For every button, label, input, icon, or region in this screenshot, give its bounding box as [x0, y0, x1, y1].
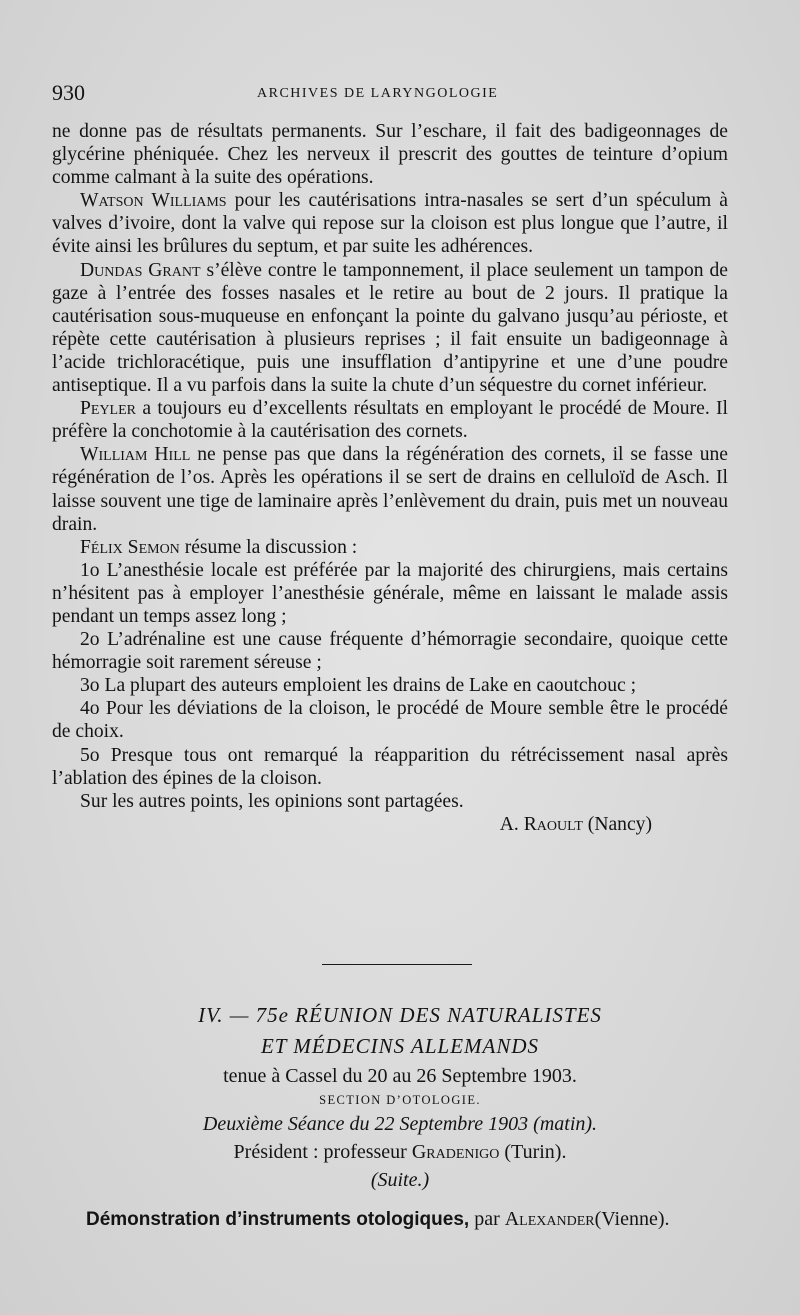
paragraph	[52, 259, 728, 398]
paragraph-text: ne pense pas que dans la régénération des cornets, il se fasse une régénération de l’os. Après les opérations il se sert de drains en celluloïd de Asch. Il laisse souvent une tige de laminaire après l’enlèvement du drain, puis met un nouveau drain.	[52, 444, 729, 535]
demonstration-place: (Vienne).	[594, 1208, 670, 1230]
signature	[52, 813, 728, 836]
page-header	[52, 80, 742, 110]
continued-note: (Suite.)	[370, 1169, 430, 1191]
demonstration-author: Alexander	[504, 1208, 595, 1230]
list-item: 2o L’adrénaline est une cause fréquente d’hémorragie secondaire, quoique cette hémorragie soit rarement séreuse ;	[52, 629, 728, 674]
paragraph-text: pour les cautérisations intra-nasales se sert d’un spéculum à valves d’ivoire, dont la valve qui repose sur la cloison est plus longue que l’autre, il évite ainsi les brûlures du septum, et par suite les adhérences.	[52, 190, 729, 258]
author-name: Watson Williams	[80, 190, 227, 212]
section-title-line-2: ET MÉDECINS ALLEMANDS	[260, 1034, 540, 1058]
author-name: Peyler	[80, 398, 137, 420]
list-item: 4o Pour les déviations de la cloison, le procédé de Moure semble être le procédé de choix.	[52, 698, 728, 743]
body-text	[52, 120, 728, 836]
signature-initial: A.	[499, 813, 524, 835]
subsection-title: SECTION D’OTOLOGIE.	[319, 1093, 481, 1107]
demonstration-line	[86, 1208, 746, 1231]
running-title: ARCHIVES DE LARYNGOLOGIE	[257, 86, 499, 101]
list-item: 3o La plupart des auteurs emploient les drains de Lake en caoutchouc ;	[80, 675, 637, 697]
president-suffix: (Turin).	[499, 1141, 567, 1163]
meeting-dates: tenue à Cassel du 20 au 26 Septembre 1903.	[223, 1065, 577, 1087]
section-divider	[322, 964, 472, 965]
signature-place: (Nancy)	[582, 813, 652, 835]
paragraph-text: s’élève contre le tamponnement, il place seulement un tampon de gaze à l’entrée des fosses nasales et le retire au bout de 2 jours. Il pratique la cautérisation sous-muqueuse en enfonçant la pointe du galvano jusqu’au périoste, et répète cette cautérisation à plusieurs reprises ; il fait ensuite un badigeonnage à l’acide trichloracétique, puis une insufflation d’antipyrine et une d’une poudre antiseptique. Il a vu parfois dans la suite la chute d’un séquestre du cornet inférieur.	[52, 259, 728, 397]
demonstration-by: par	[469, 1208, 505, 1230]
list-item: 1o L’anesthésie locale est préférée par la majorité des chirurgiens, mais certains n’hésitent pas à employer l’anesthésie générale, même en laissant le malade assis pendant un temps assez long ;	[52, 559, 728, 627]
section-heading-block	[40, 1000, 760, 1194]
list-item: 5o Presque tous ont remarqué la réapparition du rétrécissement nasal après l’ablation des épines de la cloison.	[52, 744, 728, 789]
author-name: Dundas Grant	[80, 259, 201, 281]
author-name: William Hill	[80, 444, 191, 466]
paragraph	[52, 397, 728, 443]
paragraph: ne donne pas de résultats permanents. Sur l’eschare, il fait des badigeonnages de glycérine phéniquée. Chez les nerveux il prescrit des gouttes de teinture d’opium comme calmant à la suite des opérations.	[52, 121, 728, 189]
section-title-line-1: IV. — 75e RÉUNION DES NATURALISTES	[198, 1003, 602, 1027]
paragraph-text: résume la discussion :	[179, 536, 358, 558]
paragraph	[52, 536, 728, 559]
paragraph	[52, 189, 728, 258]
closing-line: Sur les autres points, les opinions sont partagées.	[80, 790, 464, 812]
page-number: 930	[52, 80, 85, 105]
paragraph-text: a toujours eu d’excellents résultats en employant le procédé de Moure. Il préfère la conchotomie à la cautérisation des cornets.	[52, 398, 728, 443]
president-prefix: Président : professeur	[233, 1141, 412, 1163]
president-name: Gradenigo	[411, 1141, 500, 1163]
president-line	[40, 1138, 760, 1166]
author-name: Félix Semon	[80, 536, 180, 558]
session-line: Deuxième Séance du 22 Septembre 1903 (matin).	[202, 1113, 598, 1135]
paragraph	[52, 443, 728, 535]
signature-name: Raoult	[523, 813, 583, 835]
demonstration-title: Démonstration d’instruments otologiques,	[86, 1209, 470, 1230]
